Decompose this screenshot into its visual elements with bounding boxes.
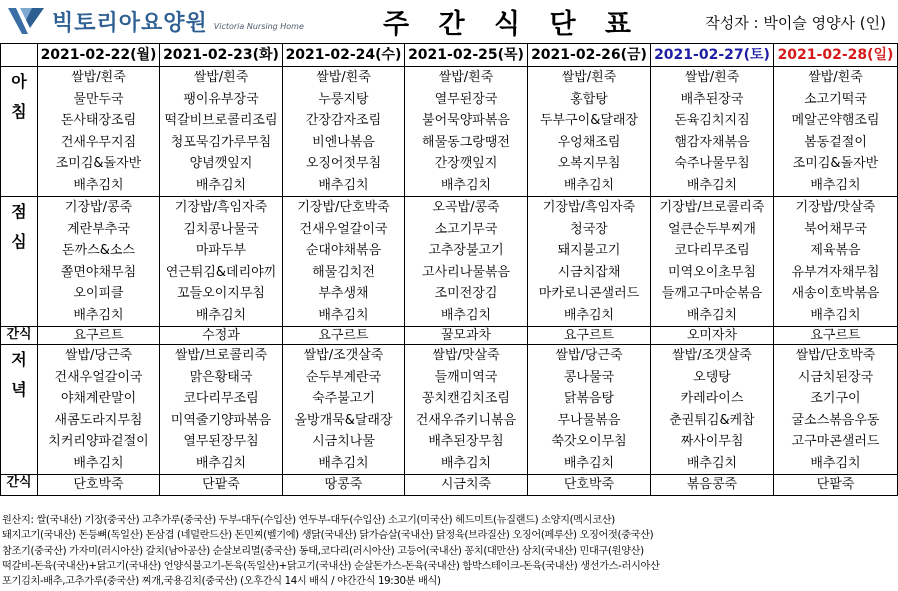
menu-item: 올방개묵&달래장 [294, 412, 393, 428]
menu-item: 북어채무국 [804, 221, 867, 237]
lunch-day-cell [528, 197, 651, 327]
evening_snack-item: 단호박죽 [38, 475, 160, 496]
weekly-menu-table [0, 43, 898, 496]
lunch-day-cell [774, 197, 898, 327]
menu-item: 맑은황태국 [189, 369, 253, 385]
menu-item: 배추김치 [440, 455, 492, 471]
menu-item: 미역줄기양파볶음 [170, 412, 272, 428]
dinner-day-cell [774, 345, 898, 475]
menu-item: 고사리나물볶음 [422, 264, 510, 280]
menu-item: 숙주나물무침 [674, 156, 750, 171]
menu-item: 쌀밥/흰죽 [316, 70, 371, 85]
menu-item: 홍합탕 [570, 91, 608, 107]
breakfast-day-cell [651, 67, 774, 197]
menu-item: 배추김치 [73, 177, 124, 193]
dinner-row [1, 345, 898, 475]
evening_snack-item: 시금치죽 [405, 475, 528, 496]
lunch-day-cell [160, 197, 283, 327]
menu-item: 기장밥/단호박죽 [297, 200, 390, 215]
menu-item: 해물김치전 [312, 264, 375, 280]
lunch-day-cell [283, 197, 405, 327]
lunch-day-cell [405, 197, 528, 327]
date-header: 2021-02-27(토) [651, 44, 774, 67]
menu-item: 돈사태장조림 [60, 113, 137, 128]
menu-item: 배추김치 [810, 177, 861, 193]
menu-item: 물만두국 [73, 91, 124, 107]
page-header [0, 0, 898, 43]
menu-item: 무나물볶음 [557, 412, 621, 428]
menu-item: 소고기떡국 [804, 91, 867, 107]
menu-item: 시금치된장국 [797, 369, 874, 385]
breakfast-day-cell [774, 67, 898, 197]
menu-item: 쫄면야채무침 [60, 264, 137, 280]
snack-row [1, 327, 898, 345]
menu-item: 춘권튀김&케찹 [669, 412, 755, 428]
menu-item: 굴소스볶음우동 [791, 412, 880, 428]
menu-item: 조미전장김 [434, 286, 498, 301]
menu-item: 배추김치 [318, 307, 369, 323]
menu-item: 연근튀김&데리야끼 [165, 264, 277, 280]
dinner-day-cell [283, 345, 405, 475]
origin-note-line: 돼지고기(국내산) 돈등뼈(독일산) 돈삼겹 (네덜란드산) 돈민찌(벨기에) 생닭(국내산) 닭가슴살(국내산) 닭정육(브라질산) 오징어(페루산) 오징어젓(중국산) [2, 530, 654, 542]
dinner-day-cell [651, 345, 774, 475]
menu-item: 건새우무지짐 [60, 134, 137, 150]
breakfast-day-cell [283, 67, 405, 197]
menu-item: 배추김치 [73, 455, 124, 471]
menu-item: 코다리무조림 [183, 391, 259, 406]
menu-item: 쌀밥/맛살죽 [432, 348, 500, 363]
dinner-label: 저 녁 [1, 345, 38, 475]
breakfast-day-cell [160, 67, 283, 197]
menu-item: 쌀밥/조갯살죽 [672, 348, 752, 363]
menu-item: 소고기무국 [434, 221, 498, 237]
menu-item: 미역오이초무침 [668, 264, 756, 280]
breakfast-day-cell [38, 67, 160, 197]
menu-item: 기장밥/흑임자죽 [174, 200, 268, 215]
menu-item: 간장깻잎지 [434, 156, 498, 171]
breakfast-label: 아 침 [1, 67, 38, 197]
breakfast-day-cell [405, 67, 528, 197]
breakfast-day-cell [528, 67, 651, 197]
menu-item: 조기구이 [810, 391, 861, 406]
evening_snack-item: 단팥죽 [774, 475, 898, 496]
menu-item: 배추김치 [810, 455, 861, 471]
menu-item: 배추김치 [440, 307, 492, 323]
origin-note-line: 원산지: 쌀(국내산) 기장(중국산) 고추가루(중국산) 두부-대두(수입산) 연두부-대두(수입산) 소고기(미국산) 헤드미트(뉴질랜드) 소양지(멕시코산) [2, 515, 615, 526]
menu-item: 배추김치 [195, 455, 247, 471]
menu-item: 쌀밥/흰죽 [684, 70, 740, 85]
menu-item: 간장감자조림 [305, 113, 382, 128]
origin-note-line: 참조기(중국산) 가자미(러시아산) 갈치(남아공산) 순살보리멸(중국산) 동태,코다리(러시아산) 고등어(국내산) 꽁치(대만산) 삼치(국내산) 민대구(원양산) [2, 545, 644, 557]
menu-item: 오곡밥/콩죽 [432, 200, 500, 215]
menu-item: 고추장불고기 [428, 243, 504, 258]
menu-item: 배추김치 [563, 177, 615, 193]
evening_snack-row [1, 475, 898, 496]
menu-item: 야채계란말이 [60, 391, 137, 406]
evening_snack-item: 단호박죽 [528, 475, 651, 496]
menu-item: 순두부계란국 [305, 369, 382, 385]
menu-item: 시금치잡채 [557, 264, 621, 280]
menu-item: 건새우쥬키니볶음 [415, 412, 517, 428]
menu-item: 건새우얼갈이국 [54, 369, 143, 385]
origin-note-line: 포기김치-배추,고추가루(중국산) 찌개,국용김치(중국산) (오후간식 14시 배식 / 야간간식 19:30분 배식) [2, 576, 441, 588]
menu-item: 오이피클 [73, 286, 124, 301]
menu-item: 들깨고구마순볶음 [661, 286, 763, 301]
menu-item: 코다리무조림 [674, 243, 750, 258]
snack-item: 요구르트 [38, 327, 160, 345]
date-header: 2021-02-28(일) [774, 44, 898, 67]
menu-item: 배추김치 [563, 455, 615, 471]
date-header: 2021-02-22(월) [38, 44, 160, 67]
menu-item: 짜사이무침 [680, 434, 744, 449]
menu-item: 유부겨자채무침 [791, 264, 880, 280]
menu-item: 배추된장국 [680, 91, 744, 107]
menu-item: 콩나물국 [563, 369, 615, 385]
menu-item: 부추생채 [318, 286, 369, 301]
menu-item: 우엉채조림 [557, 134, 621, 150]
menu-item: 배추김치 [563, 307, 615, 323]
menu-item: 쑥갓오이무침 [551, 434, 627, 449]
snack-label: 간식 [1, 327, 38, 345]
menu-item: 꼬들오이지무침 [177, 286, 265, 301]
menu-item: 비엔나볶음 [312, 134, 375, 150]
menu-item: 배추김치 [810, 307, 861, 323]
menu-item: 열무된장국 [434, 91, 498, 107]
menu-item: 시금치나물 [312, 434, 375, 449]
date-header: 2021-02-24(수) [283, 44, 405, 67]
menu-item: 건새우얼갈이국 [299, 221, 388, 237]
dinner-day-cell [160, 345, 283, 475]
date-header: 2021-02-23(화) [160, 44, 283, 67]
menu-item: 배추김치 [686, 307, 738, 323]
origin-note-line: 떡갈비-돈육(국내산)+닭고기(국내산) 언양식불고기-돈육(독일산)+닭고기(국내산) 순살돈가스-돈육(국내산) 함박스테이크-돈육(국내산) 생선가스-러시아산 [2, 560, 660, 572]
menu-item: 치커리양파겉절이 [48, 434, 149, 449]
menu-item: 청포묵김가루무침 [170, 134, 272, 150]
date-header: 2021-02-25(목) [405, 44, 528, 67]
menu-item: 고구마콘샐러드 [791, 434, 880, 449]
menu-item: 숙주불고기 [312, 391, 375, 406]
menu-item: 마파두부 [195, 243, 247, 258]
menu-item: 열무된장무침 [183, 434, 259, 449]
menu-item: 쌀밥/브로콜리죽 [174, 348, 268, 363]
origin-notes [2, 513, 660, 589]
menu-item: 배추된장무침 [428, 434, 504, 449]
menu-item: 제육볶음 [810, 243, 861, 258]
snack-item: 오미자차 [651, 327, 774, 345]
menu-item: 쌀밥/조갯살죽 [303, 348, 384, 363]
lunch-row [1, 197, 898, 327]
lunch-day-cell [38, 197, 160, 327]
menu-item: 배추김치 [318, 455, 369, 471]
menu-item: 배추김치 [195, 177, 247, 193]
menu-item: 김치콩나물국 [183, 221, 259, 237]
evening_snack-item: 볶음콩죽 [651, 475, 774, 496]
menu-item: 기장밥/콩죽 [64, 200, 133, 215]
menu-item: 오징어젓무침 [305, 156, 382, 171]
snack-item: 수정과 [160, 327, 283, 345]
menu-item: 돼지불고기 [557, 243, 621, 258]
menu-item: 쌀밥/흰죽 [438, 70, 494, 85]
menu-item: 닭볶음탕 [563, 391, 615, 406]
logo-v-icon [6, 4, 50, 38]
lunch-day-cell [651, 197, 774, 327]
menu-item: 팽이유부장국 [183, 91, 259, 107]
menu-item: 조미김&돌자반 [792, 156, 879, 171]
page-title: 주 간 식 단 표 [383, 9, 642, 40]
logo-text: 빅토리아요양원 [52, 10, 208, 36]
menu-item: 돈육김치지짐 [674, 113, 750, 128]
menu-item: 햄감자채볶음 [674, 134, 750, 150]
menu-item: 마카로니콘샐러드 [538, 286, 640, 301]
snack-item: 요구르트 [774, 327, 898, 345]
date-header-row [1, 44, 898, 67]
menu-item: 쌀밥/단호박죽 [795, 348, 876, 363]
menu-item: 꽁치캔김치조림 [422, 391, 510, 406]
menu-item: 오복지무침 [557, 156, 621, 171]
menu-item: 쌀밥/흰죽 [193, 70, 249, 85]
corner-cell [1, 44, 38, 67]
lunch-label: 점 심 [1, 197, 38, 327]
menu-item: 불어묵양파볶음 [422, 113, 510, 128]
logo [6, 4, 304, 38]
date-header: 2021-02-26(금) [528, 44, 651, 67]
menu-item: 순대야채볶음 [305, 243, 382, 258]
breakfast-row [1, 67, 898, 197]
logo-subtitle: Victoria Nursing Home [213, 21, 304, 31]
menu-item: 배추김치 [440, 177, 492, 193]
menu-item: 쌀밥/흰죽 [808, 70, 863, 85]
menu-item: 새콤도라지무침 [54, 412, 143, 428]
evening_snack-item: 단팥죽 [160, 475, 283, 496]
evening_snack-label: 간식 [1, 475, 38, 496]
menu-item: 메알곤약햄조림 [791, 113, 880, 128]
menu-item: 쌀밥/흰죽 [561, 70, 617, 85]
menu-item: 기장밥/맛살죽 [795, 200, 876, 215]
menu-item: 계란부추국 [67, 221, 130, 237]
snack-item: 요구르트 [283, 327, 405, 345]
menu-item: 배추김치 [318, 177, 369, 193]
menu-item: 두부구이&달래장 [539, 113, 639, 128]
menu-item: 봄동겉절이 [804, 134, 867, 150]
evening_snack-item: 땅콩죽 [283, 475, 405, 496]
menu-item: 배추김치 [195, 307, 247, 323]
menu-item: 얼큰순두부찌개 [668, 221, 756, 237]
menu-item: 쌀밥/당근죽 [555, 348, 623, 363]
menu-item: 떡갈비브로콜리조림 [164, 113, 278, 128]
snack-item: 요구르트 [528, 327, 651, 345]
menu-item: 해물동그랑땡전 [422, 134, 510, 150]
menu-item: 누룽지탕 [318, 91, 369, 107]
menu-item: 들깨미역국 [434, 369, 498, 385]
menu-item: 청국장 [570, 221, 608, 237]
menu-item: 배추김치 [73, 307, 124, 323]
menu-item: 배추김치 [686, 455, 738, 471]
menu-item: 쌀밥/흰죽 [71, 70, 126, 85]
menu-item: 오뎅탕 [693, 369, 731, 385]
dinner-day-cell [38, 345, 160, 475]
menu-item: 양념깻잎지 [189, 156, 253, 171]
dinner-day-cell [528, 345, 651, 475]
menu-item: 카레라이스 [680, 391, 744, 406]
menu-item: 돈까스&소스 [62, 243, 135, 258]
menu-item: 기장밥/흑임자죽 [542, 200, 636, 215]
menu-item: 새송이호박볶음 [791, 286, 880, 301]
dinner-day-cell [405, 345, 528, 475]
menu-item: 쌀밥/당근죽 [64, 348, 133, 363]
menu-item: 배추김치 [686, 177, 738, 193]
menu-item: 조미김&돌자반 [55, 156, 142, 171]
menu-item: 기장밥/브로콜리죽 [659, 200, 765, 215]
author-line: 작성자 : 박이슬 영양사 (인) [705, 14, 886, 32]
snack-item: 꿀모과차 [405, 327, 528, 345]
